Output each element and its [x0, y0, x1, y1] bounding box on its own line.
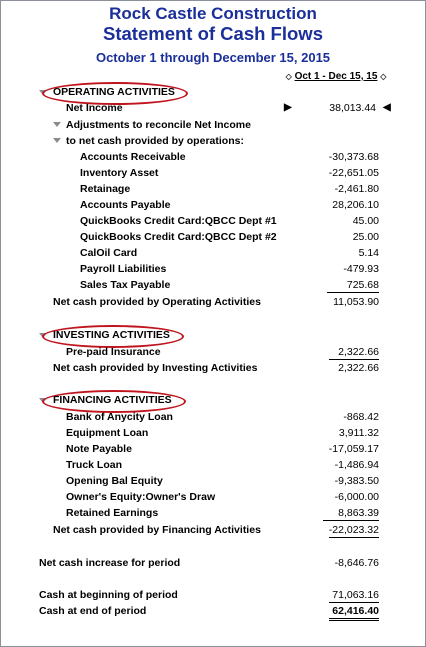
row-label: Payroll Liabilities: [80, 263, 167, 275]
row-value: 725.68: [327, 278, 379, 293]
section-header-label: OPERATING ACTIVITIES: [53, 86, 175, 98]
row-label: Pre-paid Insurance: [66, 346, 161, 358]
section-header-operating: [0, 85, 426, 99]
row-value: -868.42: [343, 411, 379, 423]
table-row[interactable]: [0, 198, 426, 212]
triangle-left-icon: ◀: [383, 102, 391, 113]
row-label: Equipment Loan: [66, 427, 149, 439]
row-label: Accounts Receivable: [80, 151, 186, 163]
row-label: Net cash provided by Investing Activities: [53, 362, 258, 374]
row-label: Bank of Anycity Loan: [66, 411, 173, 423]
section-header-label: INVESTING ACTIVITIES: [53, 329, 170, 341]
row-value: 2,322.66: [338, 362, 379, 374]
section-header-investing: [0, 328, 426, 342]
row-value: 71,063.16: [329, 588, 379, 603]
row-label: CalOil Card: [80, 247, 138, 259]
row-label: Net cash provided by Operating Activities: [53, 296, 261, 308]
row-adjustments-header: [0, 118, 426, 132]
table-row[interactable]: [0, 182, 426, 196]
row-value: 11,053.90: [333, 296, 379, 308]
row-label: to net cash provided by operations:: [66, 135, 244, 147]
row-net-income[interactable]: [0, 101, 426, 115]
row-value: 3,911.32: [338, 427, 379, 439]
row-label: Net cash increase for period: [39, 557, 181, 569]
diamond-left-icon: ◇: [285, 72, 292, 81]
row-label: QuickBooks Credit Card:QBCC Dept #1: [80, 215, 277, 227]
row-net-increase[interactable]: [0, 556, 426, 570]
row-value: -22,023.32: [328, 524, 379, 536]
table-row[interactable]: [0, 410, 426, 424]
row-label: Owner's Equity:Owner's Draw: [66, 491, 216, 503]
triangle-right-icon: ▶: [284, 102, 292, 113]
row-label: Net cash provided by Financing Activities: [53, 524, 261, 536]
column-header-label: Oct 1 - Dec 15, 15: [294, 71, 378, 82]
row-value: -1,486.94: [334, 459, 379, 471]
table-row[interactable]: [0, 246, 426, 260]
row-total-operating[interactable]: [0, 295, 426, 309]
report-title: Statement of Cash Flows: [103, 23, 323, 44]
table-row[interactable]: [0, 490, 426, 504]
table-row[interactable]: [0, 278, 426, 292]
table-row[interactable]: [0, 262, 426, 276]
row-label: Inventory Asset: [80, 167, 159, 179]
row-value: -2,461.80: [334, 183, 379, 195]
row-label: Truck Loan: [66, 459, 123, 471]
company-name: Rock Castle Construction: [109, 4, 317, 23]
row-cash-end[interactable]: [0, 604, 426, 618]
table-row[interactable]: [0, 230, 426, 244]
row-label: Opening Bal Equity: [66, 475, 163, 487]
row-value: 2,322.66: [329, 345, 379, 360]
row-label: Retainage: [80, 183, 131, 195]
row-value: -6,000.00: [334, 491, 379, 503]
table-row[interactable]: [0, 506, 426, 520]
table-row[interactable]: [0, 474, 426, 488]
row-label: Note Payable: [66, 443, 132, 455]
row-label: Retained Earnings: [66, 507, 159, 519]
table-row[interactable]: [0, 150, 426, 164]
row-label: Cash at beginning of period: [39, 589, 178, 601]
section-header-financing: [0, 393, 426, 407]
row-label: QuickBooks Credit Card:QBCC Dept #2: [80, 231, 277, 243]
row-value: -22,651.05: [328, 167, 379, 179]
row-total-financing[interactable]: [0, 523, 426, 537]
row-value: 5.14: [358, 247, 379, 259]
row-value: 8,863.39: [323, 506, 379, 521]
table-row[interactable]: [0, 442, 426, 456]
table-row[interactable]: [0, 458, 426, 472]
table-row[interactable]: [0, 426, 426, 440]
row-value: -9,383.50: [334, 475, 379, 487]
row-label: Net Income: [66, 102, 123, 114]
row-value: -30,373.68: [328, 151, 379, 163]
row-value: 38,013.44: [329, 102, 376, 114]
row-value: 28,206.10: [332, 199, 379, 211]
table-row[interactable]: [0, 214, 426, 228]
row-label: Accounts Payable: [80, 199, 171, 211]
diamond-right-icon: ◇: [380, 72, 387, 81]
row-value: -8,646.76: [334, 557, 379, 569]
row-label: Cash at end of period: [39, 605, 147, 617]
row-value: 62,416.40: [329, 604, 379, 621]
row-label: Adjustments to reconcile Net Income: [66, 119, 251, 131]
row-value: 45.00: [352, 215, 379, 227]
table-row[interactable]: [0, 166, 426, 180]
row-value: -17,059.17: [328, 443, 379, 455]
row-adjustments-header-2: [0, 134, 426, 148]
report-period: October 1 through December 15, 2015: [95, 50, 331, 65]
row-cash-beginning[interactable]: [0, 588, 426, 602]
section-header-label: FINANCING ACTIVITIES: [53, 394, 172, 406]
column-header[interactable]: [282, 71, 390, 84]
row-label: Sales Tax Payable: [80, 279, 171, 291]
row-value: -479.93: [343, 263, 379, 275]
table-row[interactable]: [0, 345, 426, 359]
row-total-investing[interactable]: [0, 361, 426, 375]
row-value: 25.00: [352, 231, 379, 243]
